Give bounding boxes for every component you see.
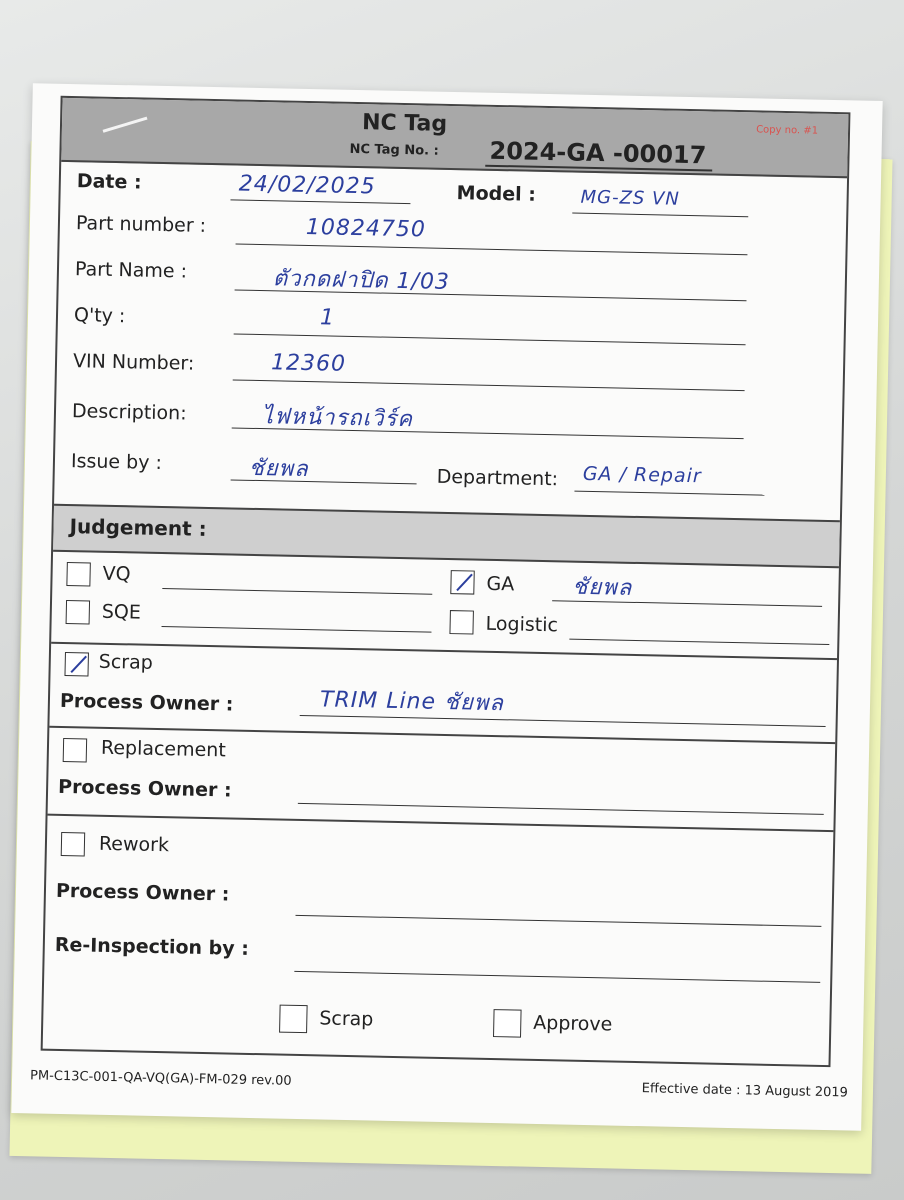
part-number-label: Part number : bbox=[75, 212, 207, 237]
pen-mark bbox=[103, 117, 148, 133]
final-scrap-label: Scrap bbox=[319, 1007, 374, 1031]
ga-label: GA bbox=[486, 572, 515, 596]
model-value: MG-ZS VN bbox=[580, 186, 681, 210]
replacement-owner-line bbox=[298, 803, 824, 815]
logistic-checkbox[interactable] bbox=[449, 610, 473, 634]
final-scrap-checkbox[interactable] bbox=[279, 1005, 308, 1034]
reinspection-line bbox=[294, 971, 820, 983]
description-label: Description: bbox=[71, 400, 187, 425]
vq-line bbox=[162, 588, 432, 595]
logistic-line bbox=[569, 639, 829, 645]
logistic-label: Logistic bbox=[485, 612, 559, 637]
rework-checkbox[interactable] bbox=[61, 832, 85, 856]
qty-label: Q'ty : bbox=[73, 304, 126, 328]
rework-label: Rework bbox=[98, 832, 170, 857]
rework-divider bbox=[48, 814, 834, 832]
date-value: 24/02/2025 bbox=[238, 171, 376, 200]
ga-check-mark bbox=[456, 574, 473, 591]
judgement-heading: Judgement : bbox=[69, 514, 207, 541]
part-name-value: ตัวกดฝาปิด 1/03 bbox=[272, 266, 451, 295]
issue-by-label: Issue by : bbox=[70, 450, 163, 474]
description-value: ไฟหน้ารถเวิร์ค bbox=[261, 404, 414, 433]
department-line bbox=[574, 491, 764, 496]
vin-line bbox=[233, 379, 745, 391]
issue-by-value: ชัยพล bbox=[248, 455, 309, 483]
approve-label: Approve bbox=[533, 1011, 613, 1036]
part-number-line bbox=[236, 243, 748, 255]
sqe-checkbox[interactable] bbox=[66, 600, 90, 624]
judgement-section bbox=[53, 504, 840, 568]
qty-line bbox=[234, 333, 746, 345]
tag-number-value: 2024-GA -00017 bbox=[485, 137, 712, 172]
copy-number: Copy no. #1 bbox=[756, 124, 819, 137]
department-value: GA / Repair bbox=[582, 462, 702, 488]
effective-date: Effective date : 13 August 2019 bbox=[641, 1081, 849, 1101]
sqe-line bbox=[162, 626, 432, 633]
sqe-label: SQE bbox=[101, 600, 142, 624]
date-line bbox=[230, 199, 410, 204]
scrap-owner-label: Process Owner : bbox=[59, 689, 234, 716]
scrap-checkbox[interactable] bbox=[64, 652, 88, 676]
document-code: PM-C13C-001-QA-VQ(GA)-FM-029 rev.00 bbox=[29, 1068, 292, 1089]
rework-owner-label: Process Owner : bbox=[55, 879, 230, 906]
part-name-label: Part Name : bbox=[74, 258, 188, 283]
scrap-check-mark bbox=[70, 656, 87, 673]
vin-label: VIN Number: bbox=[72, 350, 195, 375]
scrap-owner-line bbox=[300, 715, 826, 727]
replacement-owner-label: Process Owner : bbox=[57, 775, 232, 802]
model-label: Model : bbox=[456, 182, 537, 206]
approve-checkbox[interactable] bbox=[493, 1009, 522, 1038]
form-header bbox=[61, 98, 848, 178]
department-label: Department: bbox=[436, 465, 559, 491]
ga-checkbox[interactable] bbox=[450, 570, 474, 594]
date-label: Date : bbox=[76, 170, 142, 194]
part-number-value: 10824750 bbox=[305, 214, 427, 243]
form-border bbox=[41, 96, 851, 1067]
reinspection-label: Re-Inspection by : bbox=[54, 933, 250, 960]
scrap-label: Scrap bbox=[98, 650, 154, 674]
vq-checkbox[interactable] bbox=[66, 562, 90, 586]
vq-label: VQ bbox=[102, 562, 131, 586]
nc-tag-form bbox=[11, 83, 882, 1131]
scrap-owner-value: TRIM Line ชัยพล bbox=[319, 687, 505, 717]
model-line bbox=[572, 213, 748, 218]
form-title: NC Tag bbox=[361, 110, 448, 137]
scrap-divider bbox=[51, 642, 837, 660]
vin-value: 12360 bbox=[270, 350, 347, 377]
tag-number-label: NC Tag No. : bbox=[349, 141, 439, 159]
replacement-label: Replacement bbox=[100, 736, 227, 762]
rework-owner-line bbox=[295, 915, 821, 927]
ga-value: ชัยพล bbox=[572, 574, 633, 601]
replacement-checkbox[interactable] bbox=[63, 738, 87, 762]
qty-value: 1 bbox=[319, 305, 336, 331]
